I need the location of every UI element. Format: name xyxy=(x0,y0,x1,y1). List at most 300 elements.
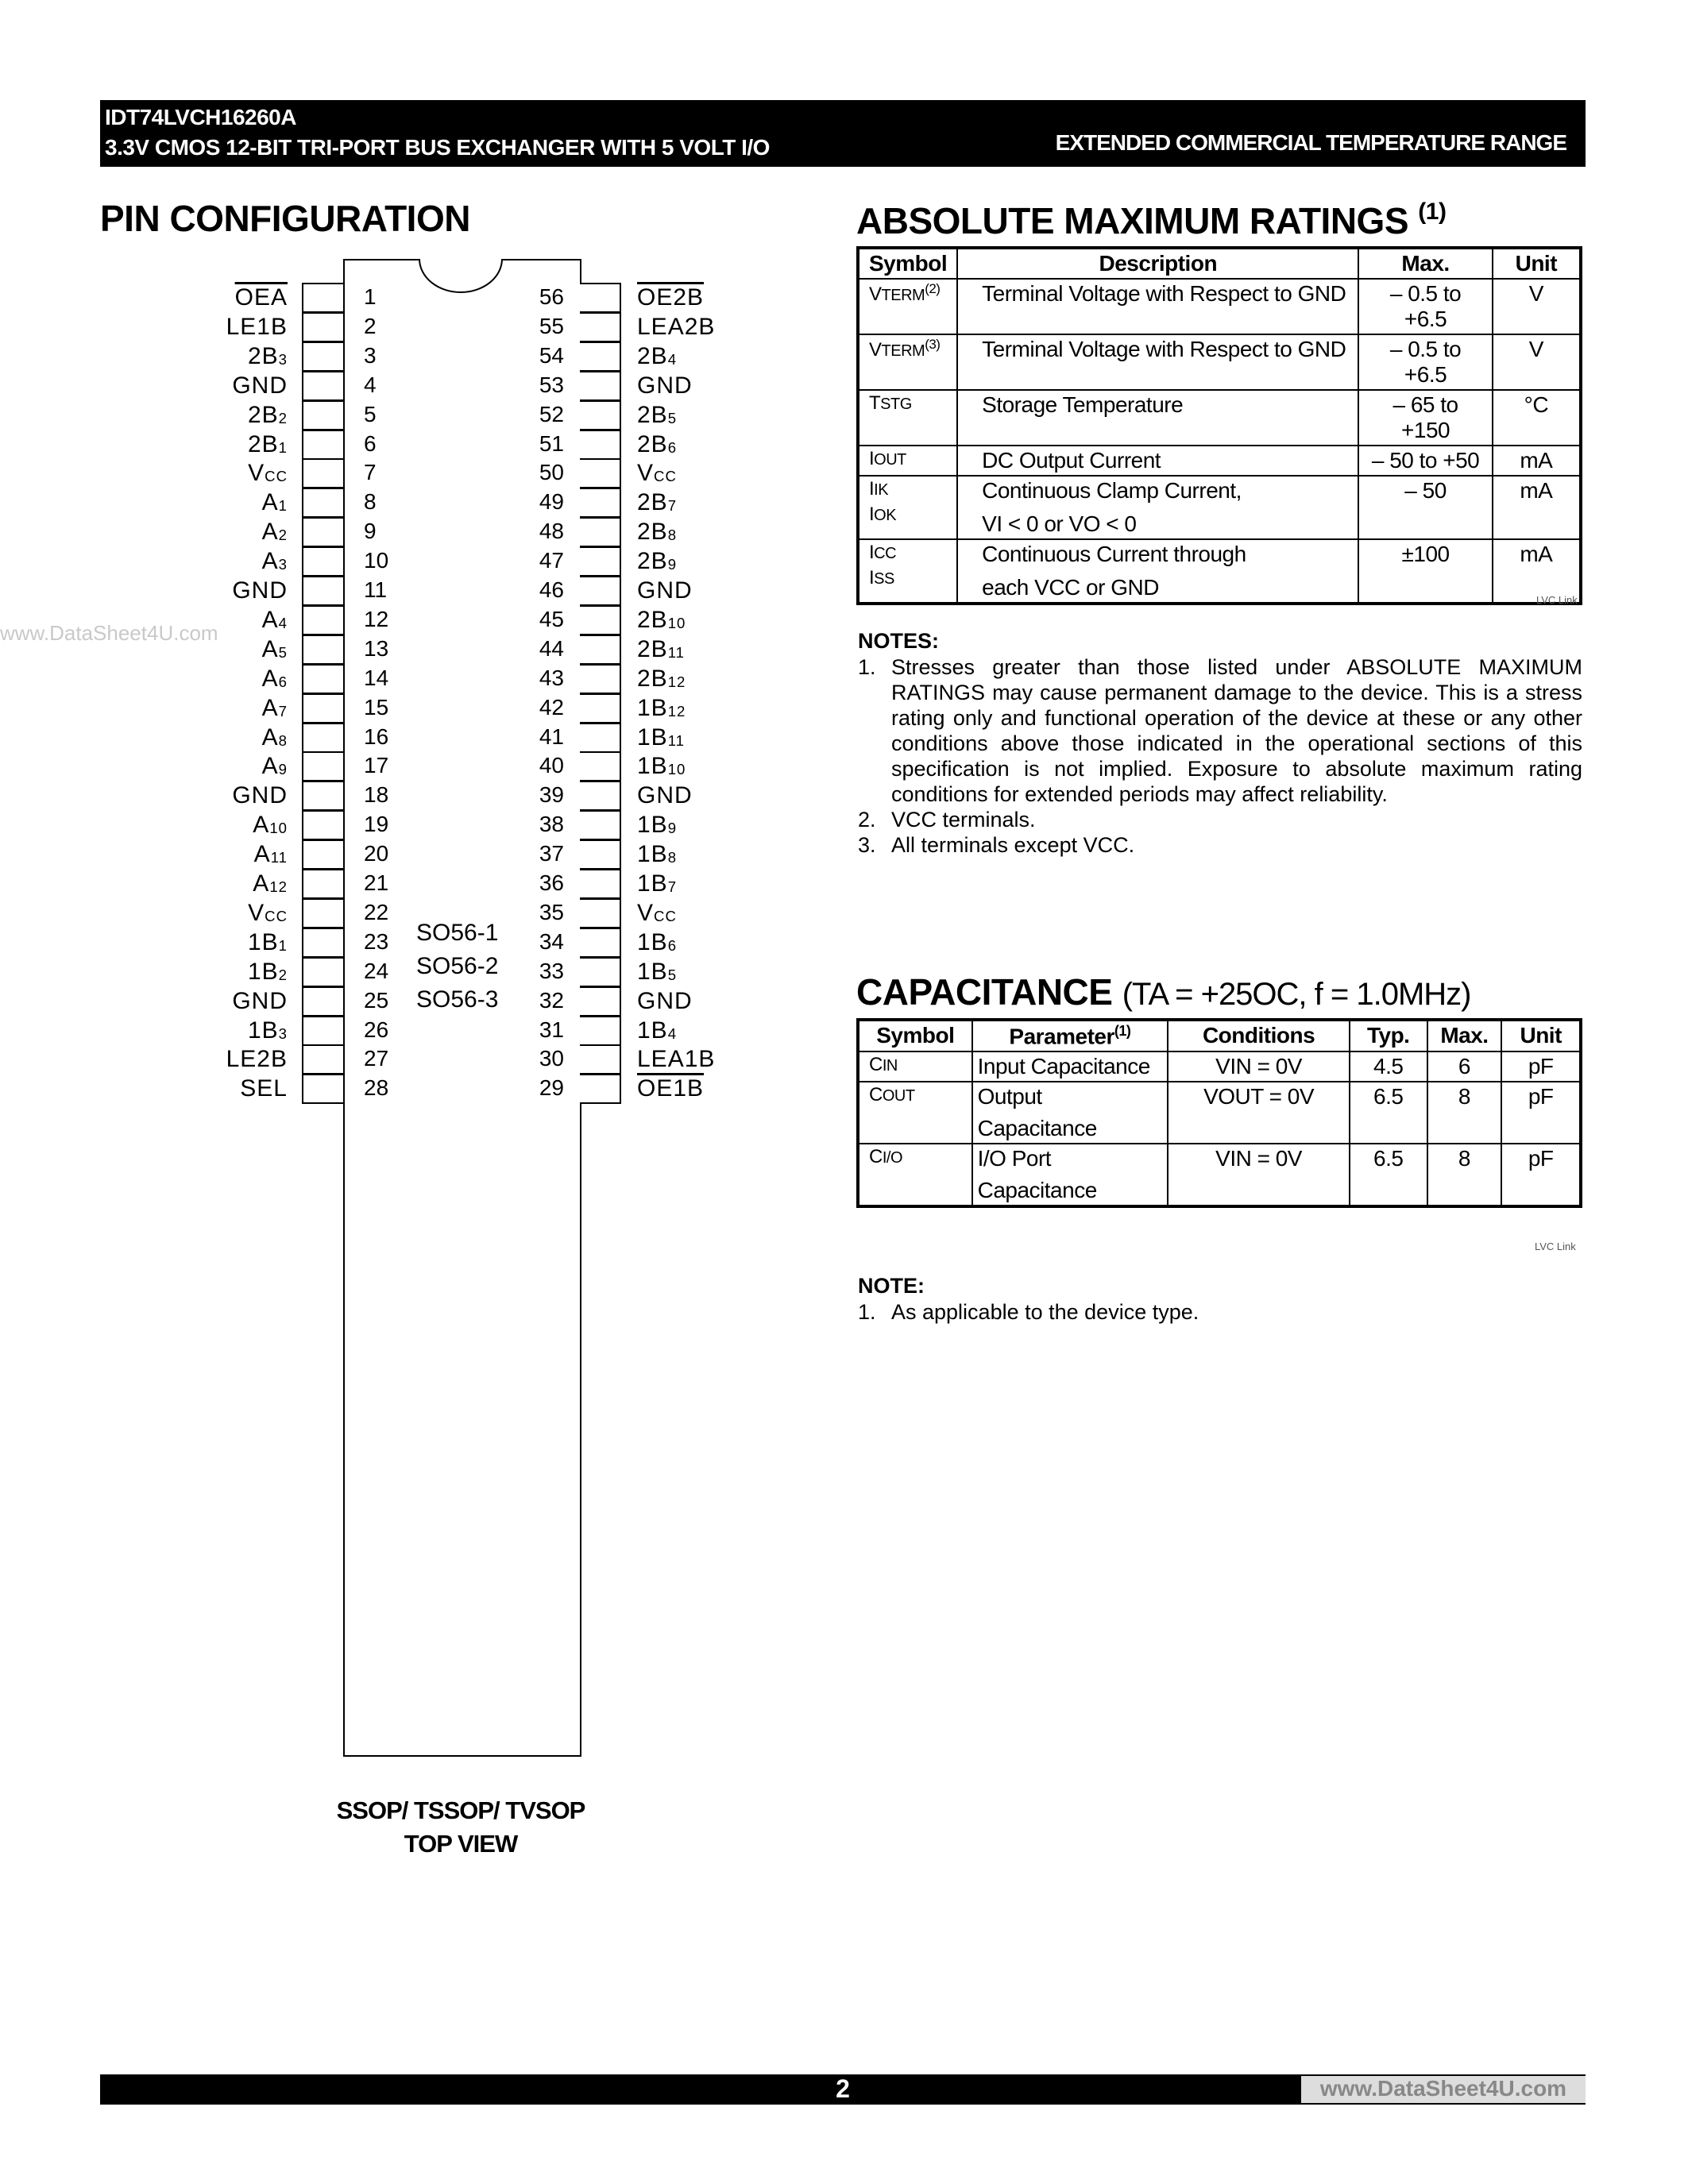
pin-lead xyxy=(580,1044,621,1075)
pin-signal xyxy=(226,314,288,340)
pin-lead xyxy=(302,869,343,899)
pin-signal-subscript: 8 xyxy=(667,848,678,866)
pin-signal-text: 1B xyxy=(637,724,668,751)
symbol-cell xyxy=(858,1082,972,1144)
pin-signal-subscript: 2 xyxy=(278,526,288,543)
pin-number: 12 xyxy=(364,607,389,631)
pin-signal xyxy=(637,1046,715,1072)
description-line: Terminal Voltage with Respect to GND xyxy=(982,281,1346,306)
pin-number: 33 xyxy=(539,959,564,983)
description-line: Terminal Voltage with Respect to GND xyxy=(982,337,1346,361)
max-cell: 8 xyxy=(1427,1082,1502,1144)
symbol-base: I xyxy=(869,542,875,563)
pin-signal-text: 1B xyxy=(247,929,279,955)
table-header-row xyxy=(858,248,1581,279)
pin-signal xyxy=(248,460,288,486)
pin-signal-text: 2B xyxy=(637,343,668,369)
pin-signal xyxy=(248,1017,288,1044)
pin-number: 11 xyxy=(364,577,388,602)
pin-signal-text: GND xyxy=(637,988,693,1014)
note-item xyxy=(858,654,1582,807)
symbol-base: C xyxy=(869,1146,883,1168)
pin-signal-text: 1B xyxy=(637,959,668,985)
parameter-cell xyxy=(972,1051,1168,1082)
pin-signal-text: A xyxy=(253,812,270,838)
symbol-base: V xyxy=(869,284,882,305)
parameter-line: I/O Port xyxy=(977,1146,1052,1171)
pin-lead xyxy=(580,283,621,313)
pin-number: 45 xyxy=(539,607,564,631)
table-row xyxy=(858,1144,1581,1206)
pin-label xyxy=(637,841,677,868)
pin-signal xyxy=(637,753,686,779)
description-line: Continuous Current through xyxy=(982,542,1246,566)
pin-signal xyxy=(637,489,677,515)
pin-lead xyxy=(580,517,621,547)
pin-signal-text: GND xyxy=(232,782,288,808)
col-symbol: Symbol xyxy=(858,1020,972,1051)
symbol xyxy=(869,392,947,415)
pin-label xyxy=(248,959,288,986)
pin-label xyxy=(262,519,288,546)
abs-max-title-text: ABSOLUTE MAXIMUM RATINGS xyxy=(856,200,1409,241)
pin-signal-text: 2B xyxy=(637,607,668,633)
description-cell xyxy=(957,446,1358,476)
note-text: All terminals except VCC. xyxy=(891,833,1135,857)
pin-lead xyxy=(302,546,343,577)
pin-label xyxy=(637,666,686,693)
pin-number: 39 xyxy=(539,782,564,807)
pin-label xyxy=(226,1046,288,1073)
col-max: Max. xyxy=(1427,1020,1502,1051)
capacitance-title xyxy=(856,970,1471,1013)
pin-signal-text: 2B xyxy=(637,489,668,515)
unit-cell: V xyxy=(1493,279,1581,334)
pin-lead xyxy=(580,458,621,488)
pin-signal-subscript: 8 xyxy=(278,731,288,749)
pin-lead xyxy=(302,283,343,313)
pin-signal-subscript: 11 xyxy=(667,643,686,661)
pin-signal-subscript: 1 xyxy=(278,496,288,514)
col-unit: Unit xyxy=(1493,248,1581,279)
unit-cell: pF xyxy=(1501,1051,1581,1082)
pin-label xyxy=(232,372,288,399)
pin-signal xyxy=(637,577,693,604)
pin-signal xyxy=(248,900,288,926)
note-item xyxy=(858,1299,1582,1325)
symbol-base: T xyxy=(869,392,881,414)
pin-lead xyxy=(302,430,343,460)
parameter-line: Input Capacitance xyxy=(977,1054,1150,1079)
pin-signal-text: 1B xyxy=(637,695,668,721)
pin-number: 32 xyxy=(539,988,564,1013)
pin-number: 6 xyxy=(364,431,377,456)
pin-signal xyxy=(637,636,685,662)
note-number: 3. xyxy=(858,833,876,857)
pin-lead xyxy=(580,488,621,518)
description-cell xyxy=(957,390,1358,446)
unit-cell: pF xyxy=(1501,1144,1581,1206)
pin-signal-text: A xyxy=(261,724,279,751)
pin-signal-text: GND xyxy=(637,577,693,604)
pin-signal-text: 1B xyxy=(637,753,668,779)
pin-signal xyxy=(232,577,288,604)
pin-lead xyxy=(302,1044,343,1075)
pin-label xyxy=(637,959,677,986)
col-conditions: Conditions xyxy=(1168,1020,1350,1051)
pin-signal-subscript: 4 xyxy=(278,614,288,631)
pin-number: 26 xyxy=(364,1017,389,1042)
pin-number: 17 xyxy=(364,753,389,778)
pin-label xyxy=(254,841,288,868)
table-row xyxy=(858,1082,1581,1144)
symbol-base: C xyxy=(869,1084,883,1106)
parameter-cell xyxy=(972,1082,1168,1144)
pin-signal xyxy=(637,695,686,721)
cap-notes-list xyxy=(858,1299,1582,1325)
pin-signal-subscript: 4 xyxy=(667,1024,678,1042)
pin-label xyxy=(248,460,288,487)
symbol-cell xyxy=(858,539,957,604)
symbol-note: (3) xyxy=(925,337,941,352)
pin-signal-subscript: 6 xyxy=(667,936,678,954)
pin-label xyxy=(637,900,677,927)
pin-signal xyxy=(637,607,686,633)
pin-signal-text: 1B xyxy=(637,1017,668,1044)
pin-label xyxy=(637,284,704,311)
pin-signal-subscript: 9 xyxy=(667,555,678,573)
pin-lead xyxy=(580,928,621,958)
pin-signal-text: 2B xyxy=(247,402,279,428)
table-row xyxy=(858,476,1581,539)
pin-label xyxy=(637,929,677,956)
pin-signal-text: LE2B xyxy=(226,1046,288,1072)
pin-lead xyxy=(302,517,343,547)
pin-lead xyxy=(580,371,621,401)
pin-number: 34 xyxy=(539,929,564,954)
note-item xyxy=(858,807,1582,832)
pin-signal-text: A xyxy=(261,695,279,721)
pin-signal-text: A xyxy=(261,636,279,662)
pin-label xyxy=(637,489,677,516)
pin-signal xyxy=(637,284,704,311)
pin-signal-text: 2B xyxy=(247,431,279,457)
symbol-subscript: TERM xyxy=(881,342,925,360)
part-number: IDT74LVCH16260A xyxy=(105,105,296,129)
parameter-line: Capacitance xyxy=(977,1116,1097,1141)
symbol-cell xyxy=(858,334,957,390)
description-line: each VCC or GND xyxy=(982,575,1159,600)
pin-label xyxy=(637,988,693,1015)
pin-number: 13 xyxy=(364,636,389,661)
pin-signal-subscript: 10 xyxy=(269,819,288,836)
pin-signal xyxy=(253,870,288,897)
pin-signal-text: V xyxy=(637,460,655,486)
unit-cell: pF xyxy=(1501,1082,1581,1144)
note-text: VCC terminals. xyxy=(891,808,1036,832)
pin-label xyxy=(248,929,288,956)
pin-label xyxy=(232,988,288,1015)
max-cell: 6 xyxy=(1427,1051,1502,1082)
pin-number: 16 xyxy=(364,724,389,749)
pin-signal-subscript: 2 xyxy=(278,966,288,983)
pin-label xyxy=(637,548,677,575)
pin-number: 36 xyxy=(539,870,564,895)
pin-signal-text: 1B xyxy=(637,929,668,955)
capacitance-table xyxy=(856,1018,1582,1208)
pin-number: 51 xyxy=(539,431,564,456)
pin-number: 5 xyxy=(364,402,377,426)
pin-signal-text: 2B xyxy=(637,519,668,545)
pin-lead xyxy=(302,576,343,606)
footer-band xyxy=(100,2074,1586,2105)
pin-signal-text: 2B xyxy=(637,666,668,692)
pin-label xyxy=(637,343,677,370)
pin-signal xyxy=(637,1075,704,1102)
pin-signal-subscript: 12 xyxy=(667,702,686,720)
pin-signal xyxy=(262,636,288,662)
pin-signal-subscript: 6 xyxy=(667,438,678,456)
pin-number: 41 xyxy=(539,724,564,749)
pin-number: 4 xyxy=(364,372,377,397)
pin-lead xyxy=(580,957,621,987)
pin-number: 31 xyxy=(539,1017,564,1042)
symbol-subscript: STG xyxy=(880,396,912,413)
device-description: 3.3V CMOS 12-BIT TRI-PORT BUS EXCHANGER WITH 5 VOLT I/O xyxy=(105,135,770,160)
max-cell: – 50 to +50 xyxy=(1358,446,1492,476)
pin-lead xyxy=(580,605,621,635)
pin-number: 37 xyxy=(539,841,564,866)
pin-number: 15 xyxy=(364,695,389,720)
col-parameter-note: (1) xyxy=(1114,1023,1131,1039)
abs-max-title xyxy=(856,199,1446,242)
pin-signal xyxy=(637,900,677,926)
capacitance-conditions: (TA = +25OC, f = 1.0MHz) xyxy=(1122,977,1471,1012)
typ-cell: 4.5 xyxy=(1350,1051,1427,1082)
pin-signal xyxy=(262,666,288,692)
pin-signal xyxy=(637,548,677,574)
symbol-subscript: OK xyxy=(874,507,897,524)
pin-config-title: PIN CONFIGURATION xyxy=(100,198,470,239)
pin-signal-subscript: CC xyxy=(265,467,288,484)
pin-lead xyxy=(580,400,621,430)
symbol-cell xyxy=(858,390,957,446)
pin-lead xyxy=(580,664,621,694)
pin-signal-text: V xyxy=(637,900,655,926)
pin-lead xyxy=(580,723,621,753)
pin-number: 24 xyxy=(364,959,389,983)
pin-signal-text: V xyxy=(248,460,265,486)
pin-label xyxy=(637,812,677,839)
max-cell: 8 xyxy=(1427,1144,1502,1206)
pin-label xyxy=(253,870,288,897)
pin-signal-subscript: CC xyxy=(265,907,288,924)
abs-source-tag: LVC Link xyxy=(1536,594,1578,606)
max-cell: – 65 to +150 xyxy=(1358,390,1492,446)
pin-label xyxy=(226,314,288,341)
table-row xyxy=(858,1051,1581,1082)
pin-label xyxy=(248,1017,288,1044)
pin-number: 52 xyxy=(539,402,564,426)
abs-max-title-note: (1) xyxy=(1418,199,1447,225)
pin-signal xyxy=(262,724,288,751)
pin-label xyxy=(637,314,715,341)
symbol-base: V xyxy=(869,339,882,361)
pin-lead xyxy=(302,1074,343,1104)
pin-number: 38 xyxy=(539,812,564,836)
max-cell: ±100 xyxy=(1358,539,1492,604)
conditions-cell: VIN = 0V xyxy=(1168,1144,1350,1206)
pin-lead xyxy=(302,751,343,781)
pin-signal-text: A xyxy=(261,607,279,633)
pin-number: 56 xyxy=(539,284,564,309)
pin-signal-text: 1B xyxy=(637,870,668,897)
pin-signal-text: GND xyxy=(232,988,288,1014)
pin-number: 44 xyxy=(539,636,564,661)
pin-signal-text: A xyxy=(261,753,279,779)
pin-lead xyxy=(302,1016,343,1046)
pin-signal-text: OE2B xyxy=(637,284,705,311)
pin-signal-text: 2B xyxy=(637,548,668,574)
package-view-line2: TOP VIEW xyxy=(404,1830,518,1858)
description-cell xyxy=(957,334,1358,390)
pin-signal-subscript: 10 xyxy=(667,614,686,631)
symbol-cell xyxy=(858,1144,972,1206)
pin-signal-text: OE1B xyxy=(637,1075,705,1102)
conditions-cell: VOUT = 0V xyxy=(1168,1082,1350,1144)
pin-signal-subscript: 5 xyxy=(667,409,678,426)
pin-label xyxy=(637,431,677,458)
pin-signal xyxy=(262,519,288,545)
description-line: VI < 0 or VO < 0 xyxy=(982,511,1137,536)
pin-signal xyxy=(637,870,677,897)
pin-signal-subscript: 1 xyxy=(278,438,288,456)
pin-number: 40 xyxy=(539,753,564,778)
pin-signal-text: A xyxy=(261,548,279,574)
pin-label xyxy=(262,753,288,780)
pin-lead xyxy=(580,986,621,1017)
table-row xyxy=(858,539,1581,604)
parameter-line: Output xyxy=(977,1084,1042,1109)
pin-number: 35 xyxy=(539,900,564,924)
pin-signal xyxy=(637,372,693,399)
pin-signal-subscript: 3 xyxy=(278,555,288,573)
pin-signal-subscript: 8 xyxy=(667,526,678,543)
pin-lead xyxy=(580,898,621,928)
pin-number: 48 xyxy=(539,519,564,543)
col-symbol: Symbol xyxy=(858,248,957,279)
max-cell: – 50 xyxy=(1358,476,1492,539)
pin-signal-text: A xyxy=(261,519,279,545)
pin-signal-text: LEA2B xyxy=(637,314,716,340)
pin-signal xyxy=(253,812,288,838)
pin-lead xyxy=(302,898,343,928)
pin-lead xyxy=(302,693,343,723)
pin-signal xyxy=(248,929,288,955)
pin-signal-text: GND xyxy=(232,372,288,399)
pin-lead xyxy=(302,723,343,753)
pin-label xyxy=(637,607,686,634)
pin-number: 19 xyxy=(364,812,389,836)
pin-signal-subscript: 3 xyxy=(278,350,288,368)
pin-signal xyxy=(637,666,686,692)
package-view-line1: SSOP/ TSSOP/ TVSOP xyxy=(336,1796,585,1824)
pin-signal xyxy=(637,812,677,838)
pin-signal-subscript: 5 xyxy=(278,643,288,661)
pin-label xyxy=(262,489,288,516)
pin-number: 2 xyxy=(364,314,377,338)
pin-signal-subscript: CC xyxy=(654,907,677,924)
pin-signal-subscript: 7 xyxy=(278,702,288,720)
pin-signal xyxy=(637,929,677,955)
pin-number: 7 xyxy=(364,460,377,484)
pin-lead xyxy=(580,751,621,781)
pin-number: 1 xyxy=(364,284,377,309)
pin-signal xyxy=(232,988,288,1014)
symbol-cell xyxy=(858,1051,972,1082)
symbol-base: C xyxy=(869,1054,883,1076)
symbol-cell xyxy=(858,476,957,539)
header-band xyxy=(100,100,1586,167)
note-number: 1. xyxy=(858,655,876,679)
pin-lead xyxy=(580,810,621,840)
symbol-cell xyxy=(858,279,957,334)
symbol-cell xyxy=(858,446,957,476)
pin-signal-text: 2B xyxy=(637,431,668,457)
pin-signal-subscript: 9 xyxy=(278,760,288,778)
pin-signal xyxy=(232,372,288,399)
symbol-subscript: OUT xyxy=(874,451,906,469)
pin-signal xyxy=(226,1046,288,1072)
pin-number: 49 xyxy=(539,489,564,514)
pin-lead xyxy=(302,371,343,401)
symbol xyxy=(869,281,947,306)
pin-number: 14 xyxy=(364,666,389,690)
package-code-2: SO56-2 xyxy=(416,953,499,979)
pin-number: 43 xyxy=(539,666,564,690)
pin-signal xyxy=(637,959,677,985)
pin-signal xyxy=(262,489,288,515)
typ-cell: 6.5 xyxy=(1350,1144,1427,1206)
pin-signal xyxy=(637,782,693,808)
abs-notes-title: NOTES: xyxy=(858,629,940,653)
pin-signal-subscript: 5 xyxy=(667,966,678,983)
pin-signal xyxy=(637,402,677,428)
pin-label xyxy=(262,548,288,575)
pin-lead xyxy=(302,928,343,958)
pin-signal-text: LEA1B xyxy=(637,1046,716,1072)
symbol-base: I xyxy=(869,478,875,500)
pin-label xyxy=(637,577,693,604)
pin-lead xyxy=(302,635,343,665)
pin-label xyxy=(253,812,288,839)
pin-label xyxy=(248,431,288,458)
pin-label xyxy=(637,782,693,809)
note-number: 2. xyxy=(858,808,876,832)
symbol-base: I xyxy=(869,448,875,469)
pin-label xyxy=(637,636,685,663)
pin-signal-text: SEL xyxy=(240,1075,288,1102)
max-cell: – 0.5 to +6.5 xyxy=(1358,279,1492,334)
pin-signal xyxy=(637,988,693,1014)
pin-signal xyxy=(254,841,288,867)
pin-signal xyxy=(637,841,677,867)
pin-lead xyxy=(580,546,621,577)
unit-cell: mA xyxy=(1493,476,1581,539)
pin-lead xyxy=(580,781,621,811)
pin-label xyxy=(262,607,288,634)
pin-lead xyxy=(580,576,621,606)
